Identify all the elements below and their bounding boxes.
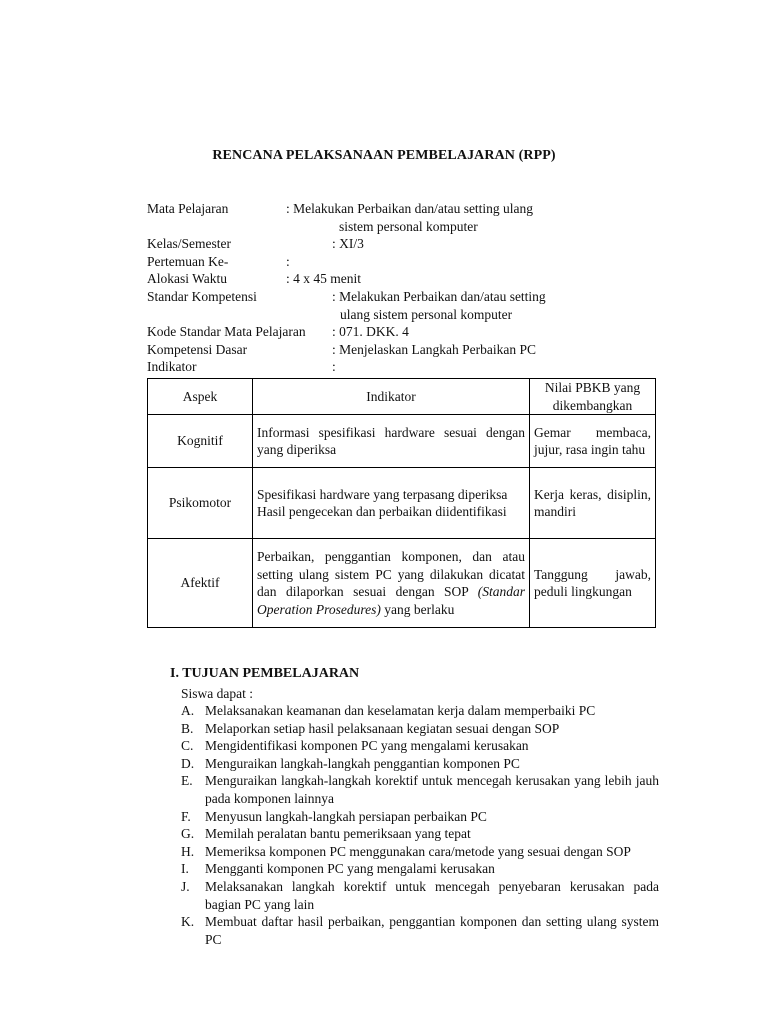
info-value: : Melakukan Perbaikan dan/atau setting [332, 288, 546, 304]
info-label: Standar Kompetensi [147, 288, 257, 304]
info-value: : XI/3 [332, 236, 364, 252]
table-header-nilai: Nilai PBKB yang dikembangkan [530, 379, 656, 415]
list-item-text: Melaporkan setiap hasil pelaksanaan kegiatan sesuai dengan SOP [205, 720, 560, 736]
info-row-standar-kompetensi [147, 288, 667, 306]
list-item-text: Memeriksa komponen PC menggunakan cara/metode yang sesuai dengan SOP [205, 843, 631, 859]
section-heading: I. TUJUAN PEMBELAJARAN [170, 666, 360, 681]
info-value: : Melakukan Perbaikan dan/atau setting ulang [286, 201, 534, 216]
info-value: : [286, 253, 290, 269]
info-row-kode-standar [147, 323, 667, 341]
info-label: Kompetensi Dasar [147, 341, 248, 357]
list-item [181, 878, 659, 913]
table-header-row [148, 379, 656, 415]
list-item-text: Menguraikan langkah-langkah korektif untuk mencegah kerusakan yang lebih jauh pada komponen lainnya [205, 773, 659, 806]
table-cell-indikator [253, 539, 530, 628]
table-cell-indikator [253, 468, 530, 539]
info-label: Indikator [147, 359, 197, 375]
section-intro: Siswa dapat : [181, 686, 253, 701]
indikator-tail-text: yang berlaku [384, 601, 455, 617]
list-item [181, 843, 659, 861]
list-item-marker: K. [181, 914, 195, 930]
info-row-mata-pelajaran-cont [147, 218, 667, 236]
list-item-text: Membuat daftar hasil perbaikan, penggantian komponen dan setting ulang system PC [205, 914, 659, 947]
info-value-cont: ulang sistem personal komputer [340, 306, 513, 322]
table-cell-nilai: Gemar membaca, jujur, rasa ingin tahu [530, 415, 656, 468]
table-row [148, 539, 656, 628]
info-label: Alokasi Waktu [147, 271, 228, 287]
table-cell-aspek: Psikomotor [148, 468, 253, 539]
list-item-marker: C. [181, 738, 194, 754]
info-row-alokasi-waktu [147, 270, 667, 288]
table-cell-nilai: Kerja keras, disiplin, mandiri [530, 468, 656, 539]
table-header-aspek: Aspek [148, 379, 253, 415]
info-value: : [332, 359, 336, 375]
list-item [181, 825, 659, 843]
list-item [181, 772, 659, 807]
list-item [181, 702, 659, 720]
indikator-text: Perbaikan, penggantian komponen, dan atau setting ulang sistem PC yang dilakukan dicatat dan dilaporkan sesuai dengan SOP [257, 549, 525, 600]
list-item-marker: J. [181, 878, 190, 894]
list-item [181, 913, 659, 948]
table-cell-indikator-line: Hasil pengecekan dan perbaikan diidentifikasi [257, 504, 507, 520]
table-cell-aspek: Afektif [148, 539, 253, 628]
info-value: : 4 x 45 menit [286, 271, 361, 287]
info-value: : 071. DKK. 4 [332, 324, 409, 340]
table-cell-aspek: Kognitif [148, 415, 253, 468]
list-item-text: Mengganti komponen PC yang mengalami kerusakan [205, 861, 495, 877]
table-row [148, 468, 656, 539]
info-label: Pertemuan Ke- [147, 253, 229, 269]
info-label: Kelas/Semester [147, 236, 231, 252]
list-item [181, 720, 659, 738]
info-value: : Menjelaskan Langkah Perbaikan PC [332, 341, 536, 357]
info-row-standar-kompetensi-cont [147, 306, 667, 324]
goals-list [181, 702, 659, 948]
list-item-marker: A. [181, 703, 195, 718]
info-row-mata-pelajaran [147, 200, 667, 218]
list-item-marker: I. [181, 861, 189, 877]
info-row-pertemuan [147, 253, 667, 271]
info-row-kelas-semester [147, 235, 667, 253]
table-cell-nilai: Tanggung jawab, peduli lingkungan [530, 539, 656, 628]
list-item-marker: H. [181, 843, 195, 859]
list-item-text: Melaksanakan langkah korektif untuk mencegah penyebaran kerusakan pada bagian PC yang lain [205, 878, 659, 912]
info-label: Kode Standar Mata Pelajaran [147, 324, 306, 340]
table-row [148, 415, 656, 468]
list-item [181, 755, 659, 773]
list-item-text: Menguraikan langkah-langkah penggantian komponen PC [205, 755, 520, 771]
table-cell-indikator: Informasi spesifikasi hardware sesuai dengan yang diperiksa [253, 415, 530, 468]
list-item-marker: G. [181, 826, 195, 842]
list-item-text: Mengidentifikasi komponen PC yang mengalami kerusakan [205, 738, 529, 754]
list-item-text: Melaksanakan keamanan dan keselamatan kerja dalam memperbaiki PC [205, 703, 596, 718]
table-header-indikator: Indikator [253, 379, 530, 415]
list-item [181, 737, 659, 755]
document-title: RENCANA PELAKSANAAN PEMBELAJARAN (RPP) [212, 148, 556, 163]
indicator-table [147, 378, 656, 628]
list-item-text: Memilah peralatan bantu pemeriksaan yang tepat [205, 826, 471, 842]
list-item-marker: D. [181, 755, 195, 771]
list-item-marker: E. [181, 773, 193, 789]
info-row-kompetensi-dasar [147, 341, 667, 359]
table-cell-indikator-line: Spesifikasi hardware yang terpasang diperiksa [257, 486, 508, 502]
info-label: Mata Pelajaran [147, 201, 229, 216]
list-item-text: Menyusun langkah-langkah persiapan perbaikan PC [205, 808, 487, 824]
list-item-marker: F. [181, 808, 191, 824]
list-item-marker: B. [181, 720, 194, 736]
info-row-indikator [147, 358, 667, 376]
list-item [181, 808, 659, 826]
list-item [181, 860, 659, 878]
indikator-italic-text: (Standar Operation Prosedures) [257, 584, 526, 617]
info-value-cont: sistem personal komputer [339, 218, 478, 234]
info-block [147, 200, 667, 376]
